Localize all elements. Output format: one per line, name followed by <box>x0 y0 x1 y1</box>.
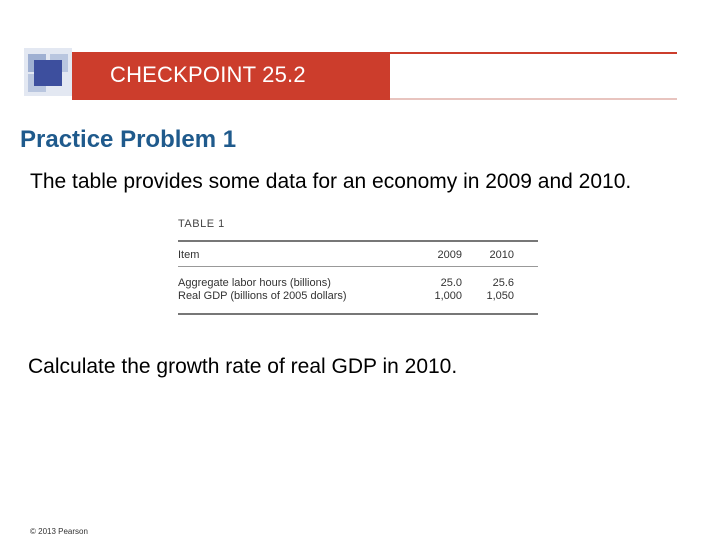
table-bottom-rule <box>178 313 538 315</box>
row-value-2010: 1,050 <box>486 290 514 302</box>
problem-question: Calculate the growth rate of real GDP in 2010. <box>28 355 458 378</box>
banner-divider-top <box>390 52 677 54</box>
row-value-2010: 25.6 <box>492 277 514 289</box>
banner-title: CHECKPOINT 25.2 <box>110 62 306 87</box>
table-row <box>178 290 538 303</box>
copyright-notice: © 2013 Pearson <box>30 527 88 536</box>
table-header-row <box>178 242 538 266</box>
data-table <box>178 218 538 315</box>
blue-squares-icon <box>24 48 72 96</box>
checkpoint-banner <box>72 52 390 100</box>
table-caption: TABLE 1 <box>178 218 225 230</box>
row-label: Real GDP (billions of 2005 dollars) <box>178 290 347 302</box>
column-header-2010: 2010 <box>489 249 514 261</box>
banner-divider-bottom <box>390 98 677 100</box>
row-label: Aggregate labor hours (billions) <box>178 277 331 289</box>
problem-intro: The table provides some data for an economy in 2009 and 2010. <box>30 170 632 193</box>
row-value-2009: 1,000 <box>434 290 462 302</box>
column-header-2009: 2009 <box>437 249 462 261</box>
row-value-2009: 25.0 <box>440 277 462 289</box>
problem-title: Practice Problem 1 <box>20 126 237 153</box>
column-header-item: Item <box>178 249 200 261</box>
table-row <box>178 277 538 290</box>
